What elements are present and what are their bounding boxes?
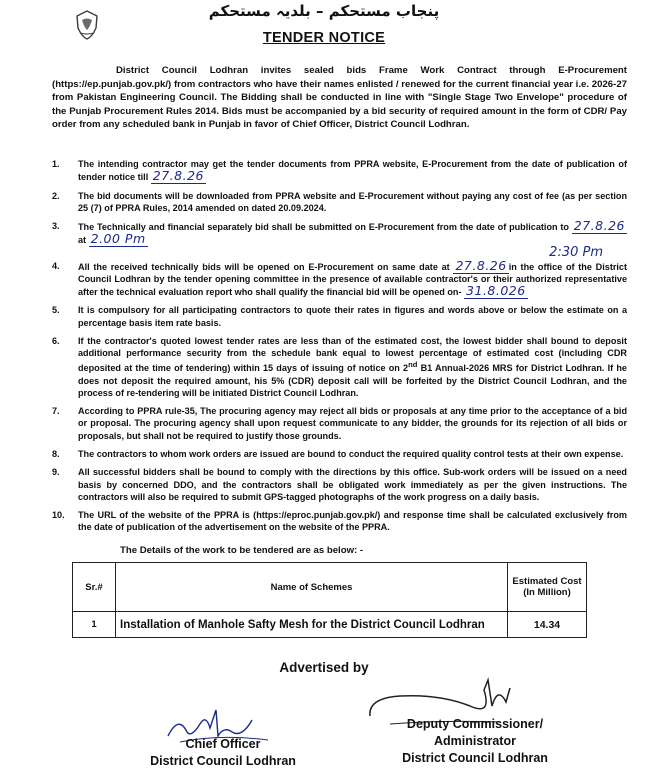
clause-text: at <box>78 235 87 246</box>
clause-number: 1. <box>52 159 60 169</box>
deputy-commissioner-block <box>385 716 565 767</box>
clause-number: 9. <box>52 467 60 478</box>
clause-item <box>52 244 628 299</box>
clause-text: The URL of the website of the PPRA is (https://eproc.punjab.gov.pk/) and response time shall be calculated exclusively from the date of publication of the advertisement on the website of the PPRA. <box>78 510 627 533</box>
urdu-slogan: پنجاب مستحکم – بلدیہ مستحکم <box>208 2 440 20</box>
clause-text: All the received technically bids will be opened on E-Procurement on same date at <box>78 261 450 272</box>
clause-item <box>52 158 627 183</box>
signatory-org: District Council Lodhran <box>402 751 548 765</box>
handwritten-time: 2:30 Pm <box>549 244 603 260</box>
clause-item <box>52 304 627 328</box>
clause-number: 5. <box>52 305 60 316</box>
chief-officer-block <box>138 736 308 770</box>
details-line: The Details of the work to be tendered are as below: - <box>120 545 364 556</box>
clause-item <box>52 220 627 246</box>
clause-number: 2. <box>52 190 60 201</box>
clause-item <box>52 448 627 460</box>
clause-text: in the office of the District Council Lodhran by the tender opening committee in the presence of available contractor's or their authorized representative after the technical evaluation report who shall qualify the financial bid will be opened on- <box>78 261 628 297</box>
clause-text: The contractors to whom work orders are issued are bound to conduct the required quality control tests at their own expense. <box>78 449 624 460</box>
cell-sr: 1 <box>73 612 116 638</box>
cell-cost: 14.34 <box>508 612 587 638</box>
column-header-name: Name of Schemes <box>116 563 508 612</box>
handwritten-date: 27.8.26 <box>152 168 204 184</box>
clause-number: 8. <box>52 449 60 460</box>
clause-text: All successful bidders shall be bound to comply with the directions by this office. Sub-work orders will be issued on a need basis by concerned DDO, and the contractors shall be obligated work immediately as per the given instructions. The contractors will also be required to submit GPS-tagged photographs of the work progress on a daily basis. <box>78 467 627 502</box>
clause-number: 3. <box>52 221 60 232</box>
column-header-sr: Sr.# <box>73 563 116 612</box>
clause-number: 7. <box>52 406 60 417</box>
clause-text: It is compulsory for all participating contractors to quote their rates in figures and words above or below the estimate on a percentage basis item rate basis. <box>78 305 627 328</box>
works-table <box>72 562 587 638</box>
handwritten-date: 27.8.26 <box>455 257 507 273</box>
clauses-list <box>52 158 627 540</box>
clause-item <box>52 466 627 503</box>
handwritten-time: 2.00 Pm <box>90 231 146 247</box>
clause-number: 4. <box>52 260 60 271</box>
signatory-subtitle: Administrator <box>434 734 516 748</box>
clause-item <box>52 335 627 399</box>
cell-name: Installation of Manhole Safty Mesh for the District Council Lodhran <box>116 612 508 638</box>
intro-paragraph <box>52 64 627 132</box>
clause-item <box>52 405 627 442</box>
clause-number: 10. <box>52 510 65 521</box>
table-row <box>73 612 587 638</box>
clause-text: The Technically and financial separately bid shall be submitted on E-Procurement from the date of publication to <box>78 222 569 233</box>
signatory-title: Chief Officer <box>185 737 261 751</box>
advertised-by-label: Advertised by <box>279 660 369 675</box>
intro-text: District Council Lodhran invites sealed bids Frame Work Contract through E-Procurement (https://ep.punjab.gov.pk/) from contractors who have their names enlisted / renewed for the current financial year i.e. 2026-27 from Pakistan Engineering Council. The Bidding shall be conducted in line with "Single Stage Two Envelope" procedure of the Punjab Procurement Rules 2014. Bids must be accompanied by a bid security of required amount in the form of CDR/ Pay order from any scheduled bank in Punjab in favor of Chief Officer, District Council Lodhran. <box>52 65 627 131</box>
clause-text: The intending contractor may get the tender documents from PPRA website, E-Procurement from the date of publication of tender notice till <box>78 159 627 183</box>
handwritten-date: 27.8.26 <box>573 218 625 234</box>
clause-text: According to PPRA rule-35, The procuring agency may reject all bids or proposals at any time prior to the acceptance of a bid or proposal. The procuring agency shall upon request communicate to any bidder, the grounds for its rejection of all bids or proposals, but shall not be required to justify those grounds. <box>78 406 627 441</box>
table-header-row <box>73 563 587 612</box>
clause-item <box>52 190 627 214</box>
clause-number: 6. <box>52 335 60 346</box>
clause-text: The bid documents will be downloaded from PPRA website and E-Procurement without paying any cost of fee (as per section 25 (7) of PPRA Rules, 2014 amended on dated 20.09.2024. <box>78 190 627 213</box>
signatory-org: District Council Lodhran <box>150 754 296 768</box>
column-header-cost: Estimated Cost (In Million) <box>508 563 587 612</box>
handwritten-date: 31.8.026 <box>466 283 526 298</box>
clause-item <box>52 509 627 533</box>
clause-text: If the contractor's quoted lowest tender rates are less than of the estimated cost, the lowest bidder shall bound to deposit additional performance security from the schedule bank equal to lowest percentage of estimated cost (including CDR deposited at the time of tendering) within 15 days of issuing of notice on 2 <box>78 335 627 374</box>
signatory-title: Deputy Commissioner/ <box>406 717 544 731</box>
clause-text: B1 Annual-2026 MRS for District Lodhran. If he does not deposit the required amount, his 5% (CDR) deposit call will be forfeited by the District Council Lodhran, and the process of re-tendering will be initiated District Council Lodhran. <box>78 363 627 398</box>
page-title: TENDER NOTICE <box>262 30 386 46</box>
ordinal-suffix: nd <box>408 360 418 370</box>
